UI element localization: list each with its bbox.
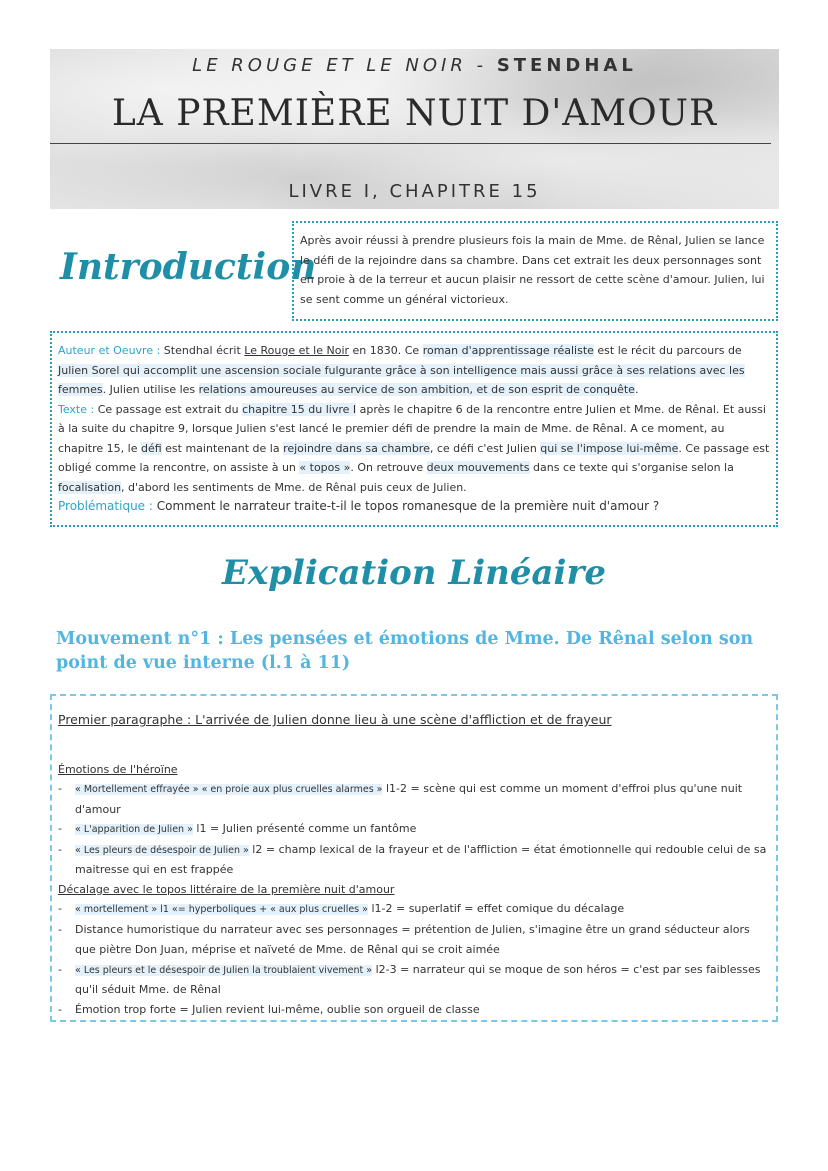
author-name: STENDHAL [496, 55, 637, 76]
movement-heading: Mouvement n°1 : Les pensées et émotions de Mme. De Rênal selon son point de vue interne (l.1 à 11) [56, 629, 754, 673]
title-divider [50, 143, 771, 144]
explication-heading: Explication Linéaire [221, 553, 607, 593]
list-item: - « mortellement » l1 «= hyperboliques + « aux plus cruelles » l1-2 = superlatif = effet comique du décalage [58, 899, 770, 920]
problem-text: Comment le narrateur traite-t-il le topos romanesque de la première nuit d'amour ? [152, 499, 660, 513]
list-item: - « Mortellement effrayée » « en proie aux plus cruelles alarmes » l1-2 = scène qui est comme un moment d'effroi plus qu'une nuit d'amour [58, 779, 770, 819]
page-title: LA PREMIÈRE NUIT D'AMOUR [111, 93, 718, 134]
section-title-emotions: Émotions de l'héroïne [58, 762, 178, 776]
title-banner [50, 49, 779, 209]
text-label: Texte : [58, 402, 95, 416]
emotions-list [58, 779, 770, 880]
work-and-author [50, 55, 779, 76]
paragraph-title: Premier paragraphe : L'arrivée de Julien donne lieu à une scène d'affliction et de frayeur [58, 712, 612, 727]
list-item: - « L'apparition de Julien » l1 = Julien présenté comme un fantôme [58, 819, 770, 840]
chapter-reference: LIVRE I, CHAPITRE 15 [288, 181, 541, 202]
list-item: - Émotion trop forte = Julien revient lui-même, oublie son orgueil de classe [58, 1000, 770, 1021]
context-section: Auteur et Oeuvre : Stendhal écrit Le Rouge et le Noir en 1830. Ce roman d'apprentissage réaliste est le récit du parcours de Julien Sorel qui accomplit une ascension sociale fulgurante grâce à son intelligence mais aussi grâce à ses relations avec les femmes. Julien utilise les relations amoureuses au service de son ambition, et de son esprit de conquête. Texte : Ce passage est extrait du chapitre 15 du livre I après le chapitre 6 de la rencontre entre Julien et Mme. de Rênal. Et aussi à la suite du chapitre 9, lorsque Julien s'est lancé le premier défi de prendre la main de Mme. de Rênal. A ce moment, au chapitre 15, le défi est maintenant de la rejoindre dans sa chambre, ce défi c'est Julien qui se l'impose lui-même. Ce passage est obligé comme la rencontre, on assiste à un « topos ». On retrouve deux mouvements dans ce texte qui s'organise selon la focalisation, d'abord les sentiments de Mme. de Rênal puis ceux de Julien. Problématique : Comment le narrateur traite-t-il le topos romanesque de la première nuit d'amour ? [50, 331, 778, 527]
author-label: Auteur et Oeuvre : [58, 344, 161, 357]
list-item: - Distance humoristique du narrateur avec ses personnages = prétention de Julien, s'imagine être un grand séducteur alors que piètre Don Juan, méprise et naïveté de Mme. de Rênal qui se croit aimée [58, 920, 770, 960]
introduction-summary: Après avoir réussi à prendre plusieurs fois la main de Mme. de Rênal, Julien se lance le défi de la rejoindre dans sa chambre. Dans cet extrait les deux personnages sont en proie à de la terreur et aucun plaisir ne ressort de cette scène d'amour. Julien, lui se sent comme un général victorieux. [292, 221, 778, 321]
work-title: LE ROUGE ET LE NOIR [192, 55, 467, 76]
topos-list [58, 899, 770, 1020]
title-separator: - [466, 55, 497, 76]
section-title-topos: Décalage avec le topos littéraire de la première nuit d'amour [58, 882, 395, 896]
book-title: Le Rouge et le Noir [244, 344, 350, 357]
introduction-heading: Introduction [60, 246, 317, 288]
list-item: - « Les pleurs et le désespoir de Julien la troublaient vivement » l2-3 = narrateur qui se moque de son héros = c'est par ses faiblesses qu'il séduit Mme. de Rênal [58, 960, 770, 1000]
list-item: - « Les pleurs de désespoir de Julien » l2 = champ lexical de la frayeur et de l'affliction = état émotionnelle qui redouble celui de sa maitresse qui en est frappée [58, 840, 770, 880]
analysis-section [50, 694, 778, 1022]
problem-label: Problématique : [58, 499, 153, 513]
